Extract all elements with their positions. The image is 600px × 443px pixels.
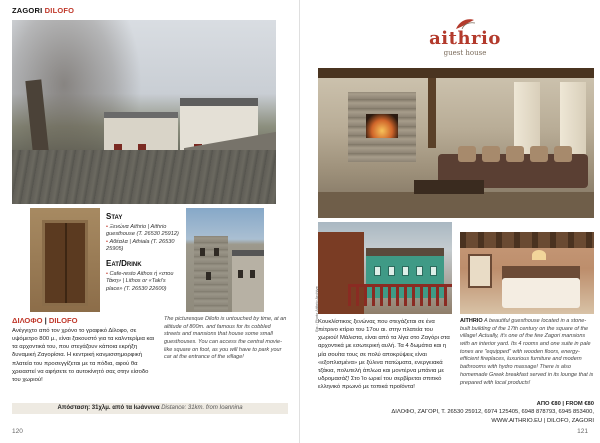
right-body-greek: Κουκλίστικος ξενώνας που στεγάζεται σε ένα πέτρινο κτίριο του 17ου αι. στην πλατεία του χωριού! Μάλιστα, είναι από τα λίγα στο Ζαγόρι στα αρχοντικά με εσωτερική αυλή. Τα 4 δωμάτια και η μία σουίτα τους σε πολύ αποκρύψεις είναι «εξοπλισμένα» με ξύλινα πατώματα, ενεργειακά τζάκια, πολυτελή άπλωα και μοντέρνα μπάνια με υδρομασάζ! Στο Ίο ωριεί του σερβίρεται σπιτικό ελληνικό πρωινό με τοπικά προϊόντα! (318, 319, 450, 391)
guesthouse-name: AITHRIO (460, 318, 483, 324)
page-number-left: 120 (12, 428, 23, 435)
left-body-english: The picturesque Dilofo is untouched by time, at an altitude of 800m. and famous for its cobbled streets and mansions that house some small guesthouses. You can access the central movie-like square on foot, as you will have to park your car at the entrance of the village! (164, 316, 287, 361)
address-line: ΔΙΛΟΦΟ, ΖΑΓΟΡΙ, Τ. 26530 25912, 6974 125405, 6948 878793, 6945 853400, (391, 409, 594, 416)
bedroom-photo (460, 232, 594, 314)
right-page (300, 0, 600, 443)
aithrio-logo (420, 18, 510, 64)
right-body-english: AITHRIO A beautiful guesthouse located in a stone-built building of the 17th century on the square of the village! Actually, it's one of the few Zagori mansions with an interior yard. Its 4 rooms and one suite in pale tones are "equipped" with wooden floors, energy-efficient fireplaces, luxurious furniture and modern bathrooms with hydro massage! There is also homemade Greek breakfast served in its lounge that is prepared with local products! (460, 318, 594, 386)
courtyard-photo (318, 222, 452, 314)
stay-item: • Αθέαλα | Athiala (T. 26530 25905) (106, 238, 175, 253)
village-square-photo (12, 20, 276, 204)
stay-eat-info (106, 212, 182, 293)
logo-tagline: guest house (443, 49, 487, 57)
eat-title: Eat/Drink (106, 258, 142, 268)
stone-tower-photo (186, 208, 264, 312)
distance-bar (12, 403, 288, 414)
price-line: ΑΠΟ €80 | FROM €80 (536, 401, 594, 407)
logo-name: aithrio (429, 28, 501, 49)
photo-credit: Εικ.: Photo Aithrio Archive (314, 286, 319, 332)
left-caption: ΔΙΛΟΦΟ | DILOFO (12, 316, 78, 325)
distance-greek: Απόσταση: 31χλμ. από τα Ιωάννινα (57, 405, 160, 411)
stay-item: • Ξενώνα Aithrio | Aithrio guesthouse (T. 26530 25912) (106, 223, 179, 238)
caption-english: DILOFO (48, 316, 78, 325)
distance-english: Distance: 31km. from Ioannina (161, 405, 243, 411)
page-number-right: 121 (577, 428, 588, 435)
contact-info (318, 400, 594, 425)
page-header (12, 6, 74, 15)
left-body-greek: Ανέγγιχτο από τον χρόνο το γραφικό Δίλοφο, σε υψόμετρο 800 μ., είναι ξακουστό για τα καλντερίμια και τα αρχοντικά του, που στεγάζουν κάποια εκρήξη δυναμική Ζαγορίσια. Η κεντρική κανμισσημορφική πλατεία του προσεγγίζεται με τα πόδια, αφού θα χρειαστεί να αφήσετε το αυτοκίνητό σας στην είσοδο του χωριού! (12, 328, 155, 383)
stay-title: Stay (106, 212, 123, 221)
web-line[interactable]: WWW.AITHRIO.EU | DILOFO, ZAGORI (491, 417, 594, 424)
header-section: ZAGORI (12, 6, 43, 15)
wooden-door-photo (30, 208, 100, 312)
lounge-photo (318, 68, 594, 218)
caption-greek: ΔΙΛΟΦΟ (12, 316, 43, 325)
eat-item: • Cafe-resto Aithos ή «στου Τάκη» | Lithos or «Taki's place» (T. 26530 22600) (106, 270, 174, 292)
header-subsection: DILOFO (44, 6, 75, 15)
photo-credit-wrap (310, 286, 319, 332)
